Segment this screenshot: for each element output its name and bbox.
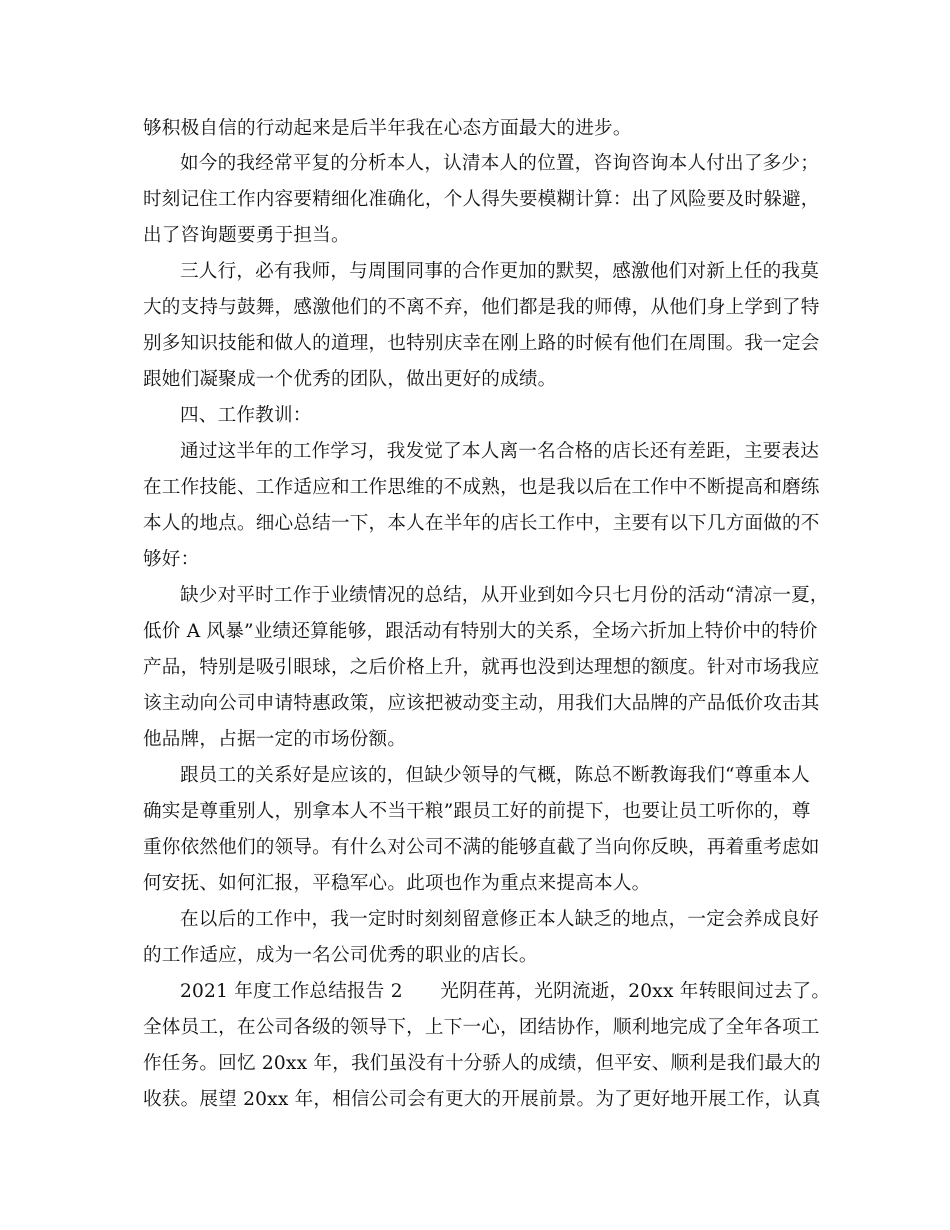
paragraph-start-line: 跟员工的关系好是应该的，但缺少领导的气概，陈总不断教诲我们“尊重本人 xyxy=(180,765,810,786)
paragraph-start-line: 缺少对平时工作于业绩情况的总结，从开业到如今只七月份的活动“清凉一夏， xyxy=(180,585,829,606)
text-line: 跟她们凝聚成一个优秀的团队，做出更好的成绩。 xyxy=(143,369,557,390)
text-line: 产品，特别是吸引眼球，之后价格上升，就再也没到达理想的额度。针对市场我应 xyxy=(143,657,820,678)
text-line: 大的支持与鼓舞，感激他们的不离不弃，他们都是我的师傅，从他们身上学到了特 xyxy=(143,297,820,318)
text-line: 低价 A 风暴”业绩还算能够，跟活动有特别大的关系，全场六折加上特价中的特价 xyxy=(143,621,818,642)
text-line: 时刻记住工作内容要精细化准确化，个人得失要模糊计算：出了风险要及时躲避， xyxy=(143,189,820,210)
paragraph-start-line: 通过这半年的工作学习，我发觉了本人离一名合格的店长还有差距，主要表达 xyxy=(180,441,819,462)
text-line: 重你依然他们的领导。有什么对公司不满的能够直截了当向你反映，再着重考虑如 xyxy=(143,837,820,858)
text-line: 全体员工，在公司各级的领导下，上下一心，团结协作，顺利地完成了全年各项工 xyxy=(143,1017,820,1038)
text-line: 该主动向公司申请特惠政策，应该把被动变主动，用我们大品牌的产品低价攻击其 xyxy=(143,693,820,714)
paragraph-start-line: 如今的我经常平复的分析本人，认清本人的位置，咨询咨询本人付出了多少； xyxy=(180,153,819,174)
report-title-line: 2021 年度工作总结报告 2 光阴荏苒，光阴流逝，20xx 年转眼间过去了。 xyxy=(180,981,831,1002)
text-line: 别多知识技能和做人的道理，也特别庆幸在刚上路的时候有他们在周围。我一定会 xyxy=(143,333,820,354)
section-heading: 四、工作教训： xyxy=(180,405,312,426)
paragraph-start-line: 在以后的工作中，我一定时时刻刻留意修正本人缺乏的地点，一定会养成良好 xyxy=(180,909,819,930)
paragraph-start-line: 三人行，必有我师，与周围同事的合作更加的默契，感激他们对新上任的我莫 xyxy=(180,261,819,282)
text-line: 本人的地点。细心总结一下，本人在半年的店长工作中，主要有以下几方面做的不 xyxy=(143,513,820,534)
text-line: 何安抚、如何汇报，平稳军心。此项也作为重点来提高本人。 xyxy=(143,873,651,894)
text-line: 够积极自信的行动起来是后半年我在心态方面最大的进步。 xyxy=(143,118,632,139)
text-line: 的工作适应，成为一名公司优秀的职业的店长。 xyxy=(143,945,538,966)
text-line: 在工作技能、工作适应和工作思维的不成熟，也是我以后在工作中不断提高和磨练 xyxy=(143,477,820,498)
text-line: 作任务。回忆 20xx 年，我们虽没有十分骄人的成绩，但平安、顺利是我们最大的 xyxy=(143,1053,821,1074)
text-line: 确实是尊重别人，别拿本人不当干粮”跟员工好的前提下，也要让员工听你的，尊 xyxy=(143,801,811,822)
text-line: 出了咨询题要勇于担当。 xyxy=(143,225,350,246)
text-line: 他品牌，占据一定的市场份额。 xyxy=(143,729,407,750)
text-line: 收获。展望 20xx 年，相信公司会有更大的开展前景。为了更好地开展工作，认真 xyxy=(143,1089,821,1110)
text-line: 够好： xyxy=(143,549,200,570)
